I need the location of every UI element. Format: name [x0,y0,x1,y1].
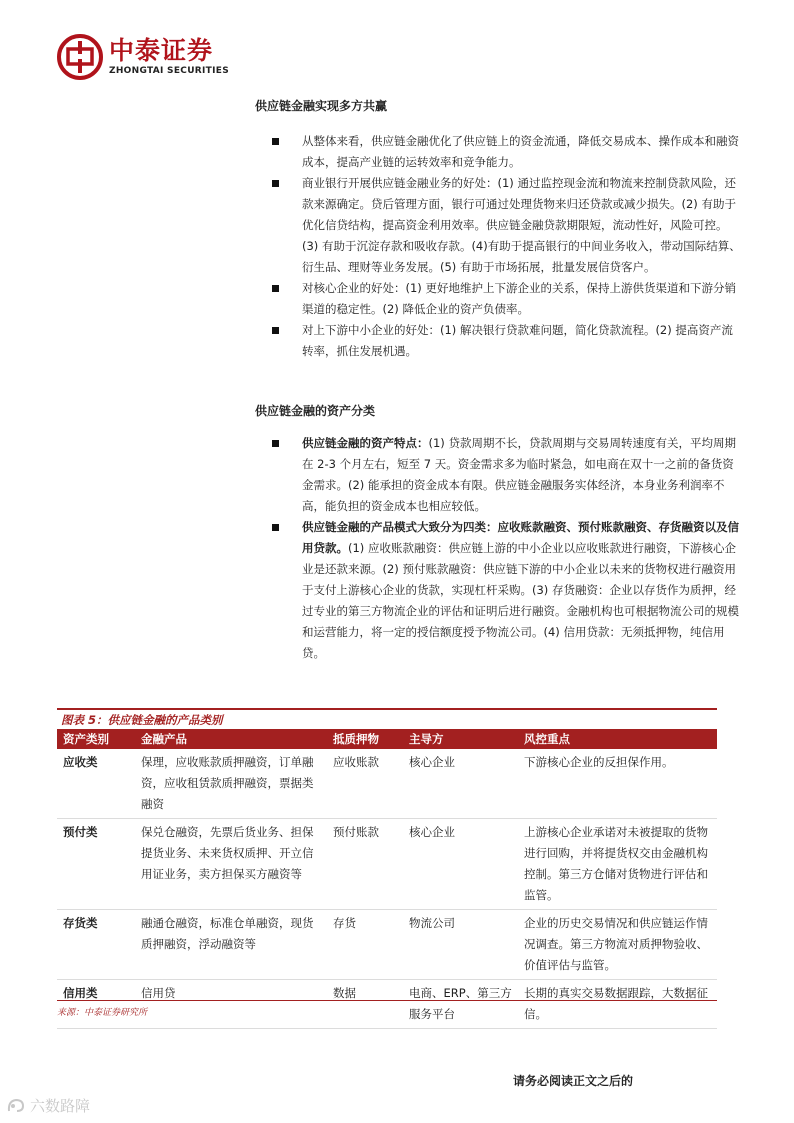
cell-product: 融通仓融资，标准仓单融资，现货质押融资，浮动融资等 [135,910,327,980]
table-header-row [57,729,717,749]
bullet-bank-benefits: 商业银行开展供应链金融业务的好处：(1) 通过监控现金流和物流来控制贷款风险，还款来源确定。贷后管理方面，银行可通过处理货物来归还贷款或减少损失。(2) 有助于优化信贷结构，提高资金利用效率。供应链金融贷款期限短，流动性好，风险可控。(3) 有助于沉淀存款和吸收存款。(4)有助于提高银行的中间业务收入，带动国际结算、衍生品、理财等业务发展。(5) 有助于市场拓展，批量发展信贷客户。 [272,173,742,278]
cell-lead-party: 电商、ERP、第三方服务平台 [403,980,518,1029]
zhongtai-logo-icon [57,34,103,80]
cell-risk-focus: 下游核心企业的反担保作用。 [518,749,717,819]
section-title-win-win: 供应链金融实现多方共赢 [255,99,388,113]
cell-lead-party: 核心企业 [403,749,518,819]
cell-risk-focus: 长期的真实交易数据跟踪，大数据征信。 [518,980,717,1029]
bullet-overall: 从整体来看，供应链金融优化了供应链上的资金流通，降低交易成本、操作成本和融资成本，提高产业链的运转效率和竞争能力。 [272,131,742,173]
watermark-text: 六数路障 [30,1097,91,1115]
watermark [6,1095,90,1116]
win-win-bullet-list [272,131,742,362]
logo-name-cn: 中泰证券 [109,36,214,65]
cell-asset-class: 应收类 [57,749,135,819]
bullet-square-icon [272,440,279,447]
header-collateral: 抵质押物 [327,729,403,749]
cell-risk-focus: 上游核心企业承诺对未被提取的货物进行回购，并将提货权交由金融机构控制。第三方仓储对货物进行评估和监管。 [518,819,717,910]
logo-name-en: ZHONGTAI SECURITIES [109,66,229,76]
product-category-table [57,729,717,1029]
bullet-sme: 对上下游中小企业的好处：(1) 解决银行贷款难问题，简化贷款流程。(2) 提高资产流转率，抓住发展机遇。 [272,320,742,362]
bullet-square-icon [272,327,279,334]
company-logo [57,34,229,80]
cell-product: 信用贷 [135,980,327,1029]
bullet-square-icon [272,524,279,531]
table-row [57,749,717,819]
header-lead-party: 主导方 [403,729,518,749]
table-source-note: 来源：中泰证券研究所 [57,1008,148,1018]
bullet-square-icon [272,285,279,292]
section-title-asset-class: 供应链金融的资产分类 [255,404,376,418]
cell-product: 保理，应收账款质押融资，订单融资，应收租赁款质押融资，票据类融资 [135,749,327,819]
bullet-product-modes: 供应链金融的产品模式大致分为四类：应收账款融资、预付账款融资、存货融资以及信用贷款。(1) 应收账款融资：供应链上游的中小企业以应收账款进行融资，下游核心企业是还款来源。(2) 预付账款融资：供应链下游的中小企业以未来的货物权进行融资用于支付上游核心企业的货款，实现杠杆采购。(3) 存货融资：企业以存货作为质押，经过专业的第三方物流企业的评估和证明后进行融资。金融机构也可根据物流公司的规模和运营能力，将一定的授信额度授予物流公司。(4) 信用贷款：无须抵押物，纯信用贷。 [272,517,742,664]
table-row [57,819,717,910]
cell-product: 保兑仓融资，先票后货业务、担保提货业务、未来货权质押、开立信用证业务，卖方担保买方融资等 [135,819,327,910]
cell-asset-class: 预付类 [57,819,135,910]
cell-collateral: 数据 [327,980,403,1029]
cell-collateral: 预付账款 [327,819,403,910]
disclaimer-footer: 请务必阅读正文之后的 [513,1074,634,1088]
table-row [57,980,717,1029]
header-asset-class: 资产类别 [57,729,135,749]
watermark-logo-icon [6,1097,26,1115]
header-product: 金融产品 [135,729,327,749]
bullet-asset-features: 供应链金融的资产特点：(1) 贷款周期不长，贷款周期与交易周转速度有关，平均周期在 2-3 个月左右，短至 7 天。资金需求多为临时紧急，如电商在双十一之前的备货资金需求。(2) 能承担的资金成本有限。供应链金融服务实体经济，本身业务利润率不高，能负担的资金成本也相应较低。 [272,433,742,517]
cell-asset-class: 信用类 [57,980,135,1029]
bullet-square-icon [272,180,279,187]
cell-collateral: 应收账款 [327,749,403,819]
table-row [57,910,717,980]
cell-collateral: 存货 [327,910,403,980]
cell-lead-party: 物流公司 [403,910,518,980]
asset-class-bullet-list [272,433,742,664]
cell-asset-class: 存货类 [57,910,135,980]
bullet-core-enterprise: 对核心企业的好处：(1) 更好地维护上下游企业的关系，保持上游供货渠道和下游分销渠道的稳定性。(2) 降低企业的资产负债率。 [272,278,742,320]
table-caption: 图表 5：供应链金融的产品类别 [57,708,717,726]
bullet-square-icon [272,138,279,145]
header-risk-focus: 风控重点 [518,729,717,749]
cell-risk-focus: 企业的历史交易情况和供应链运作情况调查。第三方物流对质押物验收、价值评估与监管。 [518,910,717,980]
table-bottom-rule [57,1000,717,1001]
cell-lead-party: 核心企业 [403,819,518,910]
